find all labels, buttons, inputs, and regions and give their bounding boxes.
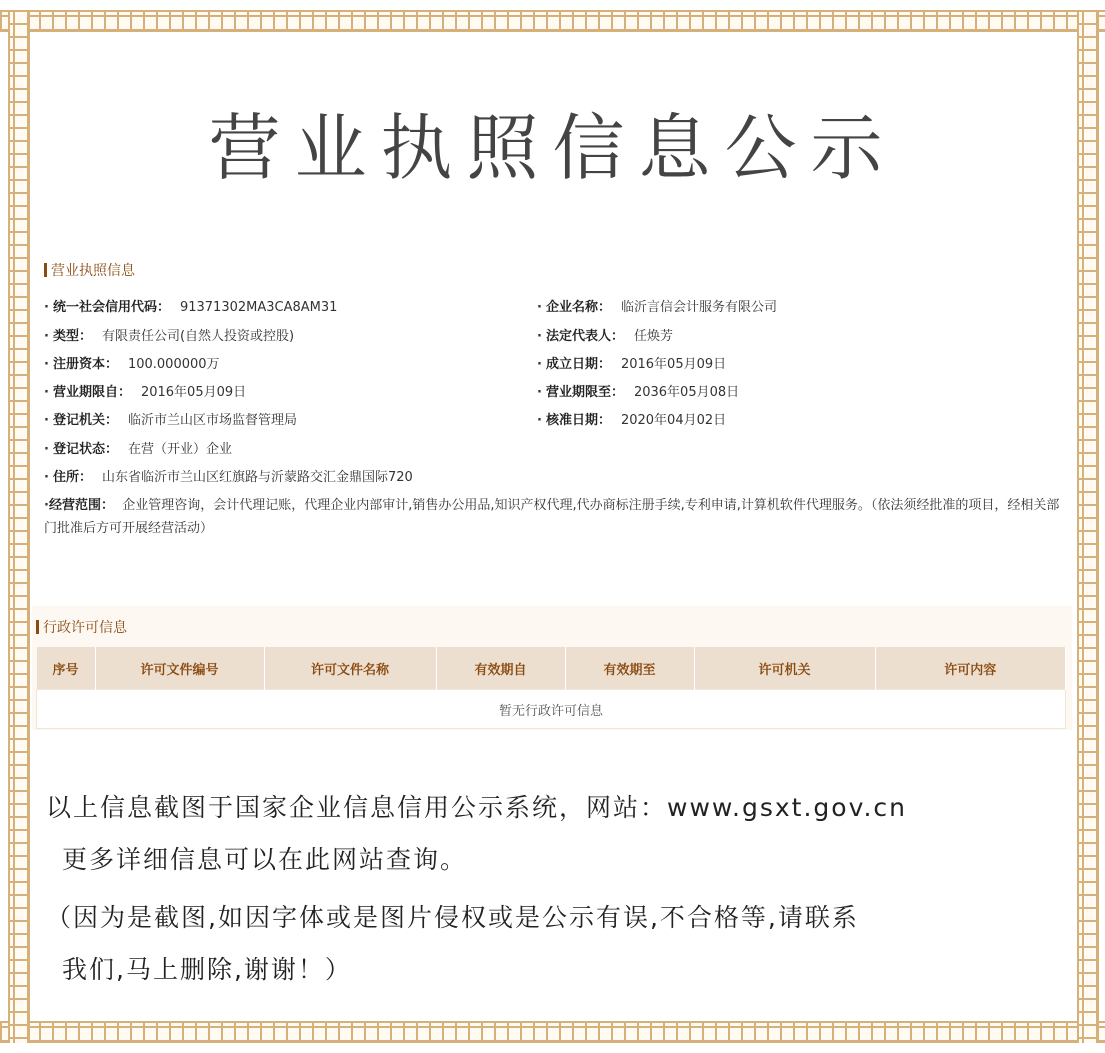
note-line-4: 我们,马上删除,谢谢！） xyxy=(62,955,352,984)
field-authority: · 登记机关： 临沂市兰山区市场监督管理局 xyxy=(44,413,297,428)
type-label: 类型： xyxy=(52,329,92,344)
col-header: 许可内容 xyxy=(875,647,1066,690)
admin-section-heading xyxy=(36,617,127,637)
company-name-value: 临沂言信会计服务有限公司 xyxy=(620,300,777,315)
note-line-3: （因为是截图,如因字体或是图片侵权或是公示有误,不合格等,请联系 xyxy=(46,903,859,932)
term-from-label: 营业期限自： xyxy=(52,385,131,400)
table-row xyxy=(37,690,1066,729)
company-name-label: 企业名称： xyxy=(545,300,611,315)
decorative-border-bottom xyxy=(0,1021,1105,1043)
status-value: 在营（开业）企业 xyxy=(127,442,232,457)
authority-value: 临沂市兰山区市场监督管理局 xyxy=(127,413,297,428)
field-credit-code: · 统一社会信用代码： 91371302MA3CA8AM31 xyxy=(44,300,338,315)
field-type: · 类型： 有限责任公司(自然人投资或控股) xyxy=(44,329,295,344)
address-label: 住所： xyxy=(52,470,92,485)
decorative-border-top xyxy=(0,10,1105,32)
note-line-2: 更多详细信息可以在此网站查询。 xyxy=(62,845,468,874)
license-heading-text: 营业执照信息 xyxy=(51,263,135,279)
col-header: 有效期自 xyxy=(436,647,565,690)
field-scope: ·经营范围： 企业管理咨询，会计代理记账，代理企业内部审计,销售办公用品,知识产权代理,代办商标注册手续,专利申请,计算机软件代理服务。（依法须经批准的项目，经相关部门批准后方可开展经营活动） xyxy=(44,498,1060,536)
status-label: 登记状态： xyxy=(52,442,118,457)
heading-marker xyxy=(36,620,39,634)
capital-value: 100.000000万 xyxy=(127,357,220,372)
authority-label: 登记机关： xyxy=(52,413,118,428)
field-term-from: · 营业期限自： 2016年05月09日 xyxy=(44,385,247,400)
field-company-name: · 企业名称： 临沂言信会计服务有限公司 xyxy=(537,300,777,315)
credit-code-label: 统一社会信用代码： xyxy=(52,300,170,315)
col-header: 有效期至 xyxy=(565,647,694,690)
scope-value: 企业管理咨询，会计代理记账，代理企业内部审计,销售办公用品,知识产权代理,代办商标注册手续,专利申请,计算机软件代理服务。（依法须经批准的项目，经相关部门批准后方可开展经营活动） xyxy=(44,498,1060,536)
term-to-label: 营业期限至： xyxy=(545,385,624,400)
col-header: 许可机关 xyxy=(694,647,875,690)
col-header: 许可文件编号 xyxy=(95,647,264,690)
col-header: 许可文件名称 xyxy=(264,647,436,690)
page-title: 营业执照信息公示 xyxy=(208,106,897,190)
col-header: 序号 xyxy=(37,647,96,690)
term-from-value: 2016年05月09日 xyxy=(140,385,247,400)
established-label: 成立日期： xyxy=(545,357,611,372)
scope-label: 经营范围： xyxy=(48,498,114,513)
approved-label: 核准日期： xyxy=(545,413,611,428)
permit-table-header xyxy=(37,647,1066,690)
established-value: 2016年05月09日 xyxy=(620,357,727,372)
address-value: 山东省临沂市兰山区红旗路与沂蒙路交汇金鼎国际720 xyxy=(101,470,413,485)
approved-value: 2020年04月02日 xyxy=(620,413,727,428)
legal-rep-value: 任焕芳 xyxy=(633,329,673,344)
permit-table xyxy=(36,647,1066,729)
field-address: · 住所： 山东省临沂市兰山区红旗路与沂蒙路交汇金鼎国际720 xyxy=(44,470,413,485)
admin-heading-text: 行政许可信息 xyxy=(43,620,127,636)
heading-marker xyxy=(44,263,47,277)
license-section-heading xyxy=(44,260,135,280)
field-established: · 成立日期： 2016年05月09日 xyxy=(537,357,727,372)
field-legal-rep: · 法定代表人： 任焕芳 xyxy=(537,329,673,344)
type-value: 有限责任公司(自然人投资或控股) xyxy=(101,329,295,344)
note-line-1: 以上信息截图于国家企业信息信用公示系统，网站：www.gsxt.gov.cn xyxy=(46,793,907,822)
field-capital: · 注册资本： 100.000000万 xyxy=(44,357,220,372)
field-status: · 登记状态： 在营（开业）企业 xyxy=(44,442,232,457)
term-to-value: 2036年05月08日 xyxy=(633,385,740,400)
capital-label: 注册资本： xyxy=(52,357,118,372)
empty-message: 暂无行政许可信息 xyxy=(37,690,1066,729)
legal-rep-label: 法定代表人： xyxy=(545,329,624,344)
field-approved: · 核准日期： 2020年04月02日 xyxy=(537,413,727,428)
field-term-to: · 营业期限至： 2036年05月08日 xyxy=(537,385,740,400)
credit-code-value: 91371302MA3CA8AM31 xyxy=(179,300,338,315)
